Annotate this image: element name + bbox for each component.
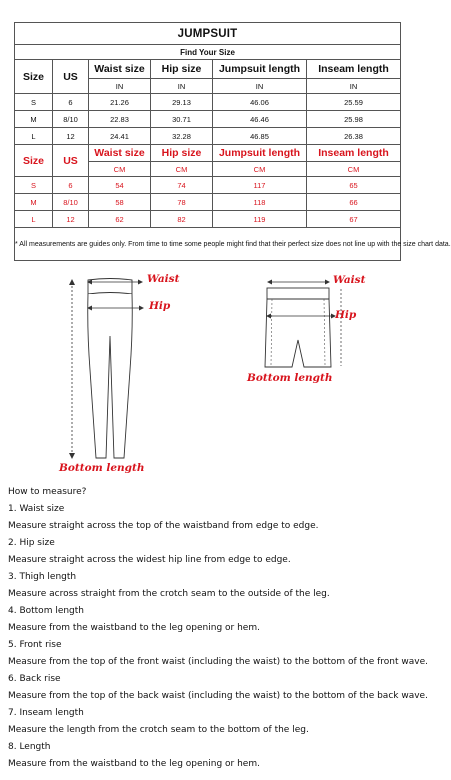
table-cell: 54 bbox=[89, 177, 151, 194]
instruction-text: Measure straight across the top of the waistband from edge to edge. bbox=[8, 521, 319, 531]
table-cell: 78 bbox=[151, 194, 213, 211]
table-row bbox=[15, 128, 401, 145]
size-table bbox=[14, 22, 451, 261]
header-waist-cm: Waist size bbox=[89, 145, 151, 162]
instruction-title: 5. Front rise bbox=[8, 640, 62, 650]
table-cell: 58 bbox=[89, 194, 151, 211]
instructions-heading: How to measure? bbox=[8, 487, 87, 497]
header-us: US bbox=[53, 60, 89, 94]
table-cell: 46.85 bbox=[213, 128, 307, 145]
table-cell: 8/10 bbox=[53, 111, 89, 128]
table-cell: 117 bbox=[213, 177, 307, 194]
header-hip: Hip size bbox=[151, 60, 213, 79]
table-subtitle: Find Your Size bbox=[15, 45, 401, 60]
table-cell: 46.06 bbox=[213, 94, 307, 111]
instruction-title: 1. Waist size bbox=[8, 504, 65, 514]
table-cell: 66 bbox=[307, 194, 401, 211]
hip-label: Hip bbox=[149, 300, 171, 312]
header-inseam-length-cm: Inseam length bbox=[307, 145, 401, 162]
table-cell: 119 bbox=[213, 211, 307, 228]
table-cell: 74 bbox=[151, 177, 213, 194]
instruction-title: 2. Hip size bbox=[8, 538, 55, 548]
shorts-illustration bbox=[245, 272, 375, 382]
instruction-text: Measure from the waistband to the leg opening or hem. bbox=[8, 759, 260, 769]
measure-instructions bbox=[8, 484, 428, 773]
table-cell: 21.26 bbox=[89, 94, 151, 111]
table-cell: 25.59 bbox=[307, 94, 401, 111]
header-jumpsuit-length: Jumpsuit length bbox=[213, 60, 307, 79]
size-chart bbox=[14, 22, 451, 261]
unit-in: IN bbox=[151, 79, 213, 94]
table-row bbox=[15, 111, 401, 128]
unit-cm: CM bbox=[307, 162, 401, 177]
table-cell: M bbox=[15, 194, 53, 211]
table-note: * All measurements are guides only. From time to time some people might find that their perfect size does not line up with the size chart data. bbox=[15, 228, 401, 261]
table-row bbox=[15, 94, 401, 111]
waist-label: Waist bbox=[333, 274, 366, 286]
header-waist: Waist size bbox=[89, 60, 151, 79]
header-hip-cm: Hip size bbox=[151, 145, 213, 162]
table-title: JUMPSUIT bbox=[15, 23, 401, 45]
bottom-length-label: Bottom length bbox=[247, 372, 333, 384]
table-row bbox=[15, 211, 401, 228]
table-cell: 6 bbox=[53, 177, 89, 194]
unit-cm: CM bbox=[89, 162, 151, 177]
instruction-title: 7. Inseam length bbox=[8, 708, 84, 718]
bottom-length-label: Bottom length bbox=[59, 462, 145, 474]
header-jumpsuit-length-cm: Jumpsuit length bbox=[213, 145, 307, 162]
table-cell: 65 bbox=[307, 177, 401, 194]
header-inseam-length: Inseam length bbox=[307, 60, 401, 79]
table-cell: 12 bbox=[53, 211, 89, 228]
table-cell: 26.38 bbox=[307, 128, 401, 145]
table-cell: 82 bbox=[151, 211, 213, 228]
header-size-cm: Size bbox=[15, 145, 53, 177]
unit-in: IN bbox=[213, 79, 307, 94]
table-cell: 118 bbox=[213, 194, 307, 211]
table-cell: M bbox=[15, 111, 53, 128]
header-us-cm: US bbox=[53, 145, 89, 177]
unit-cm: CM bbox=[151, 162, 213, 177]
table-cell: L bbox=[15, 128, 53, 145]
instruction-text: Measure across straight from the crotch seam to the outside of the leg. bbox=[8, 589, 330, 599]
header-size: Size bbox=[15, 60, 53, 94]
waist-label: Waist bbox=[147, 273, 180, 285]
instruction-text: Measure from the top of the back waist (including the waist) to the bottom of the back wave. bbox=[8, 691, 428, 701]
instruction-text: Measure from the waistband to the leg opening or hem. bbox=[8, 623, 260, 633]
table-cell: S bbox=[15, 177, 53, 194]
table-row bbox=[15, 177, 401, 194]
instruction-title: 3. Thigh length bbox=[8, 572, 77, 582]
table-row bbox=[15, 194, 401, 211]
table-cell: 29.13 bbox=[151, 94, 213, 111]
instruction-text: Measure straight across the widest hip line from edge to edge. bbox=[8, 555, 291, 565]
shorts-diagram bbox=[245, 272, 375, 392]
unit-in: IN bbox=[307, 79, 401, 94]
leggings-diagram bbox=[55, 270, 180, 480]
instruction-text: Measure the length from the crotch seam to the bottom of the leg. bbox=[8, 725, 309, 735]
table-cell: 25.98 bbox=[307, 111, 401, 128]
table-cell: 30.71 bbox=[151, 111, 213, 128]
table-cell: 12 bbox=[53, 128, 89, 145]
table-cell: 46.46 bbox=[213, 111, 307, 128]
table-cell: L bbox=[15, 211, 53, 228]
table-cell: 67 bbox=[307, 211, 401, 228]
table-cell: 6 bbox=[53, 94, 89, 111]
table-cell: 24.41 bbox=[89, 128, 151, 145]
table-cell: 8/10 bbox=[53, 194, 89, 211]
table-cell: 22.83 bbox=[89, 111, 151, 128]
table-cell: 62 bbox=[89, 211, 151, 228]
unit-in: IN bbox=[89, 79, 151, 94]
instruction-text: Measure from the top of the front waist (including the waist) to the bottom of the front wave. bbox=[8, 657, 428, 667]
instruction-title: 6. Back rise bbox=[8, 674, 61, 684]
table-cell: 32.28 bbox=[151, 128, 213, 145]
unit-cm: CM bbox=[213, 162, 307, 177]
hip-label: Hip bbox=[335, 309, 357, 321]
instruction-title: 8. Length bbox=[8, 742, 51, 752]
instruction-title: 4. Bottom length bbox=[8, 606, 85, 616]
table-cell: S bbox=[15, 94, 53, 111]
